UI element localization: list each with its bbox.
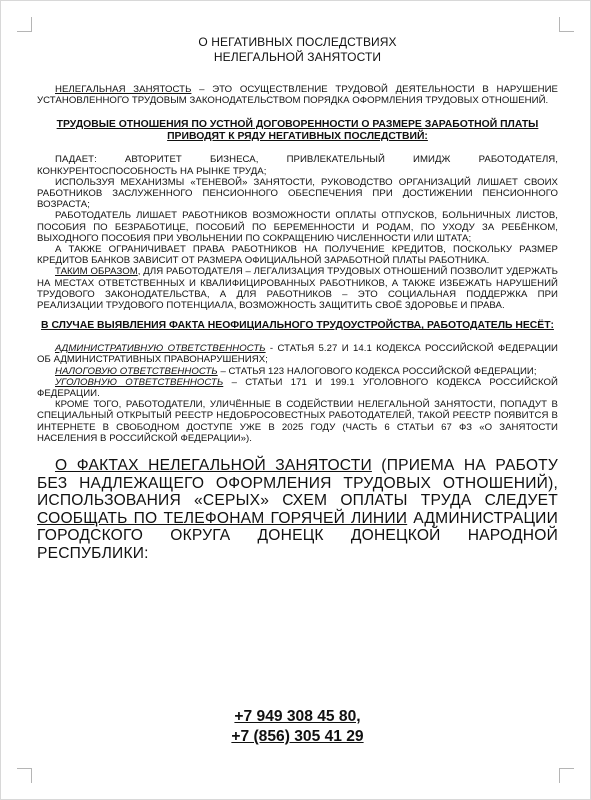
consequence-paragraph-2: ИСПОЛЬЗУЯ МЕХАНИЗМЫ «ТЕНЕВОЙ» ЗАНЯТОСТИ, РУКОВОДСТВО ОРГАНИЗАЦИЙ ЛИШАЕТ СВОИХ РАБОТНИКОВ ЗАСЛУЖЕННОГО ПЕНСИОННОГО ОБЕСПЕЧЕНИЯ ПРИ ДОСТИЖЕНИИ ПЕНСИОННОГО ВОЗРАСТА; (37, 176, 558, 211)
consequence-paragraph-3: РАБОТОДАТЕЛЬ ЛИШАЕТ РАБОТНИКОВ ВОЗМОЖНОСТИ ОПЛАТЫ ОТПУСКОВ, БОЛЬНИЧНЫХ ЛИСТОВ, ПОСОБИЯ ПО БЕЗРАБОТИЦЕ, ПОСОБИЙ ПО БЕРЕМЕННОСТИ И РОДАМ, ПО УХОДУ ЗА РЕБЁНКОМ, ВЫХОДНОГО ПОСОБИЯ ПРИ УВОЛЬНЕНИИ ПО СОКРАЩЕНИЮ ЧИСЛЕННОСТИ ИЛИ ШТАТА; (37, 210, 558, 244)
callout-lead: О ФАКТАХ НЕЛЕГАЛЬНОЙ ЗАНЯТОСТИ (55, 457, 372, 475)
registry-paragraph: КРОМЕ ТОГО, РАБОТОДАТЕЛИ, УЛИЧЁННЫЕ В СОДЕЙСТВИИ НЕЛЕГАЛЬНОЙ ЗАНЯТОСТИ, ПОПАДУТ В СПЕЦИАЛЬНЫЙ ОТКРЫТЫЙ РЕЕСТР НЕДОБРОСОВЕСТНЫХ РАБОТОДАТЕЛЕЙ, ТАКОЙ РЕЕСТР ПОЯВИТСЯ В ИНТЕРНЕТЕ В СВОБОДНОМ ДОСТУПЕ УЖЕ В 2025 ГОДУ (ЧАСТЬ 6 СТАТЬИ 67 ФЗ «О ЗАНЯТОСТИ НАСЕЛЕНИЯ В РОССИЙСКОЙ ФЕДЕРАЦИИ»). (37, 399, 558, 444)
crop-mark-bottom-right (559, 768, 574, 783)
hotline-phones (37, 707, 558, 747)
criminal-liability-paragraph (37, 377, 558, 399)
crop-mark-bottom-left (17, 768, 32, 783)
section1-heading: ТРУДОВЫЕ ОТНОШЕНИЯ ПО УСТНОЙ ДОГОВОРЕННОСТИ О РАЗМЕРЕ ЗАРАБОТНОЙ ПЛАТЫ ПРИВОДЯТ К РЯДУ НЕГАТИВНЫХ ПОСЛЕДСТВИЙ: (56, 119, 539, 143)
document-body (37, 35, 558, 563)
title-line-2: НЕЛЕГАЛЬНОЙ ЗАНЯТОСТИ (213, 50, 382, 64)
section2-body (37, 343, 558, 444)
tax-liability-text: – СТАТЬЯ 123 НАЛОГОВОГО КОДЕКСА РОССИЙСКОЙ ФЕДЕРАЦИИ; (217, 365, 537, 377)
phone-number-2[interactable]: +7 (856) 305 41 29 (231, 728, 364, 745)
conclusion-text: , ДЛЯ РАБОТОДАТЕЛЯ – ЛЕГАЛИЗАЦИЯ ТРУДОВЫХ ОТНОШЕНИЙ ПОЗВОЛИТ УДЕРЖАТЬ НА МЕСТАХ ОТВЕТСТВЕННЫХ И КВАЛИФИЦИРОВАННЫХ РАБОТНИКОВ, А ТАКЖЕ ИЗБЕЖАТЬ НАРУШЕНИЙ ТРУДОВОГО ЗАКОНОДАТЕЛЬСТВА, А ДЛЯ РАБОТНИКОВ – ЭТО СОЦИАЛЬНАЯ ПОДДЕРЖКА ПРИ РЕАЛИЗАЦИИ ТРУДОВОГО ПОТЕНЦИАЛА, ВОЗМОЖНОСТЬ ЗАЩИТИТЬ СВОЁ ЗДОРОВЬЕ И ПРАВА. (37, 266, 559, 312)
definition-paragraph (37, 84, 558, 106)
criminal-liability-text: – СТАТЬИ 171 И 199.1 УГОЛОВНОГО КОДЕКСА РОССИЙСКОЙ ФЕДЕРАЦИИ. (37, 376, 558, 400)
title-line-1: О НЕГАТИВНЫХ ПОСЛЕДСТВИЯХ (198, 35, 397, 49)
conclusion-paragraph (37, 266, 558, 311)
callout-action: СООБЩАТЬ ПО ТЕЛЕФОНАМ ГОРЯЧЕЙ ЛИНИИ (37, 509, 408, 527)
section1-body (37, 154, 558, 311)
callout-tail: АДМИНИСТРАЦИИ ГОРОДСКОГО ОКРУГА ДОНЕЦК ДОНЕЦКОЙ НАРОДНОЙ РЕСПУБЛИКИ: (37, 509, 558, 563)
admin-liability-paragraph (37, 343, 558, 365)
section2-heading: В СЛУЧАЕ ВЫЯВЛЕНИЯ ФАКТА НЕОФИЦИАЛЬНОГО ТРУДОУСТРОЙСТВА, РАБОТОДАТЕЛЬ НЕСЁТ: (41, 320, 554, 332)
definition-term: НЕЛЕГАЛЬНАЯ ЗАНЯТОСТЬ (55, 84, 192, 95)
phone-number-1[interactable]: +7 949 308 45 80, (234, 708, 361, 725)
callout-middle: (ПРИЕМА НА РАБОТУ БЕЗ НАДЛЕЖАЩЕГО ОФОРМЛЕНИЯ ТРУДОВЫХ ОТНОШЕНИЙ), ИСПОЛЬЗОВАНИЯ «СЕРЫХ» СХЕМ ОПЛАТЫ ТРУДА СЛЕДУЕТ (37, 457, 558, 510)
crop-mark-top-right (559, 17, 574, 32)
document-title (37, 35, 558, 65)
consequence-paragraph-1: ПАДАЕТ: АВТОРИТЕТ БИЗНЕСА, ПРИВЛЕКАТЕЛЬНЫЙ ИМИДЖ РАБОТОДАТЕЛЯ, КОНКУРЕНТОСПОСОБНОСТЬ НА РЫНКЕ ТРУДА; (37, 154, 558, 177)
admin-liability-term: АДМИНИСТРАТИВНУЮ ОТВЕТСТВЕННОСТЬ (55, 343, 266, 355)
tax-liability-paragraph (37, 366, 558, 377)
definition-text: – ЭТО ОСУЩЕСТВЛЕНИЕ ТРУДОВОЙ ДЕЯТЕЛЬНОСТИ В НАРУШЕНИЕ УСТАНОВЛЕННОГО ТРУДОВЫМ ЗАКОНОДАТЕЛЬСТВОМ ПОРЯДКА ОФОРМЛЕНИЯ ТРУДОВЫХ ОТНОШЕНИЙ. (37, 84, 558, 107)
tax-liability-term: НАЛОГОВУЮ ОТВЕТСТВЕННОСТЬ (55, 365, 218, 377)
conclusion-lead: ТАКИМ ОБРАЗОМ (55, 266, 138, 278)
crop-mark-top-left (17, 17, 32, 32)
hotline-callout (37, 457, 558, 563)
admin-liability-text: - СТАТЬЯ 5.27 И 14.1 КОДЕКСА РОССИЙСКОЙ ФЕДЕРАЦИИ ОБ АДМИНИСТРАТИВНЫХ ПРАВОНАРУШЕНИЯХ; (37, 343, 558, 366)
criminal-liability-term: УГОЛОВНУЮ ОТВЕТСТВЕННОСТЬ (55, 376, 224, 388)
consequence-paragraph-4: А ТАКЖЕ ОГРАНИЧИВАЕТ ПРАВА РАБОТНИКОВ НА ПОЛУЧЕНИЕ КРЕДИТОВ, ПОСКОЛЬКУ РАЗМЕР КРЕДИТОВ БАНКОВ ЗАВИСИТ ОТ РАЗМЕРА ОФИЦИАЛЬНОЙ ЗАРАБОТНОЙ ПЛАТЫ РАБОТНИКА. (37, 244, 558, 267)
definition-block (37, 84, 558, 106)
